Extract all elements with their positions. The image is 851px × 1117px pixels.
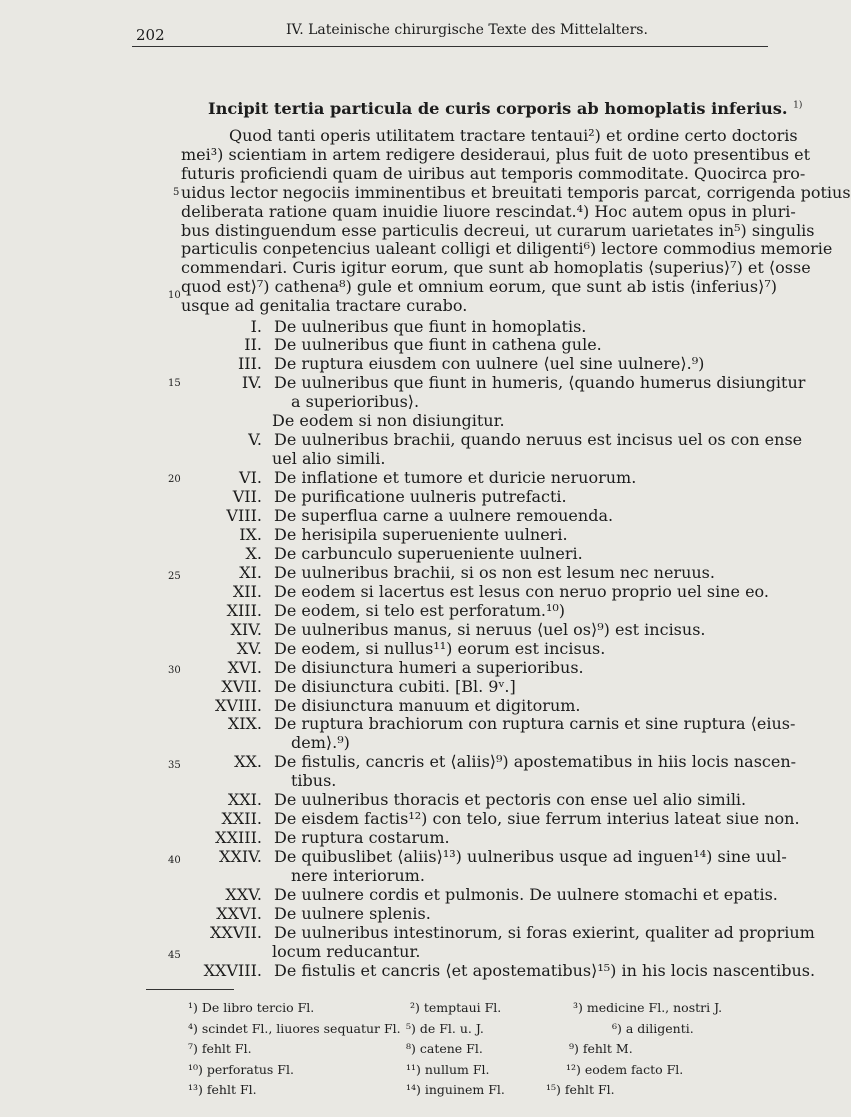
footnote-rule xyxy=(146,989,234,990)
intro-line: futuris proficiendi quam de uiribus aut temporis commoditate. Quocirca pro- xyxy=(181,163,806,183)
chapter-number: XI. xyxy=(239,562,262,582)
chapter-title: De uulnere splenis. xyxy=(274,903,431,923)
chapter-title: a superioribus⟩. xyxy=(291,392,420,412)
section-title: Incipit tertia particula de curis corporis ab homoplatis inferius. $^{1)}$ xyxy=(208,99,803,118)
footnote: ¹³) fehlt Fl. xyxy=(188,1082,257,1097)
chapter-number: XIV. xyxy=(230,619,262,639)
chapter-title: De herisipila superueniente uulneri. xyxy=(274,524,568,544)
footnote: ¹⁴) inguinem Fl. xyxy=(406,1082,505,1097)
intro-line: mei³) scientiam in artem redigere desideraui, plus fuit de uoto presentibus et xyxy=(181,144,811,164)
chapter-title: De uulneribus thoracis et pectoris con ense uel alio simili. xyxy=(274,790,747,810)
chapter-title: De ruptura costarum. xyxy=(274,828,450,848)
chapter-number: XX. xyxy=(234,752,262,772)
chapter-title: De disiunctura manuum et digitorum. xyxy=(274,695,581,715)
line-number: 30 xyxy=(168,665,181,676)
footnote: ⁴) scindet Fl., liuores sequatur Fl. xyxy=(188,1020,401,1036)
footnote: ¹⁰) perforatus Fl. xyxy=(188,1061,294,1077)
footnote: ⁹) fehlt M. xyxy=(569,1041,633,1056)
chapter-title: De inflatione et tumore et duricie neruorum. xyxy=(274,468,637,488)
chapter-title: De eodem si lacertus est lesus con neruo proprio uel sine eo. xyxy=(274,581,769,601)
chapter-number: V. xyxy=(248,430,262,450)
chapter-title: tibus. xyxy=(291,771,337,791)
intro-line: particulis conpetencius ualeant colligi et diligenti⁶) lectore commodius memorie xyxy=(181,239,833,259)
chapter-title: De fistulis, cancris et ⟨aliis⟩⁹) apostematibus in hiis locis nascen- xyxy=(274,752,797,772)
intro-line: Quod tanti operis utilitatem tractare tentaui²) et ordine certo doctoris xyxy=(229,126,798,145)
title-footnote-mark: 1) xyxy=(793,100,803,111)
chapter-title: De uulnere cordis et pulmonis. De uulnere stomachi et epatis. xyxy=(274,885,778,904)
chapter-number: XXI. xyxy=(227,790,262,810)
chapter-number: XIII. xyxy=(226,600,262,620)
line-number: 20 xyxy=(168,474,181,485)
chapter-number: II. xyxy=(244,335,262,355)
chapter-title: De purificatione uulneris putrefacti. xyxy=(274,487,567,507)
chapter-number: XV. xyxy=(236,638,262,658)
chapter-title: De uulneribus que fiunt in humeris, ⟨quando humerus disiungitur xyxy=(274,373,806,393)
chapter-number: XXVIII. xyxy=(203,960,262,980)
intro-line: bus distinguendum esse particulis decreui, ut curarum uarietates in⁵) singulis xyxy=(181,220,815,240)
chapter-number: III. xyxy=(237,354,262,374)
chapter-title: De eisdem factis¹²) con telo, siue ferrum interius lateat siue non. xyxy=(274,809,800,829)
chapter-number: XII. xyxy=(232,581,262,601)
footnote: ¹²) eodem facto Fl. xyxy=(566,1061,684,1077)
chapter-number: X. xyxy=(245,543,262,563)
line-number: 35 xyxy=(168,760,181,771)
intro-line: uidus lector negociis imminentibus et breuitati temporis parcat, corrigenda potius xyxy=(181,182,851,202)
line-number: 45 xyxy=(168,950,181,961)
chapter-title: dem⟩.⁹) xyxy=(291,733,350,753)
footnote: ⁶) a diligenti. xyxy=(612,1020,694,1036)
chapter-title: De fistulis et cancris ⟨et apostematibus⟩¹⁵) in his locis nascentibus. xyxy=(274,960,816,980)
chapter-title: De carbunculo superueniente uulneri. xyxy=(274,543,583,563)
chapter-title: De disiunctura cubiti. [Bl. 9ᵛ.] xyxy=(274,676,516,696)
line-number: 40 xyxy=(168,855,181,866)
chapter-number: I. xyxy=(250,316,262,336)
chapter-number: XIX. xyxy=(227,714,262,734)
chapter-title: De disiunctura humeri a superioribus. xyxy=(274,657,584,677)
chapter-number: XXII. xyxy=(221,809,262,829)
chapter-number: XVI. xyxy=(227,657,262,677)
chapter-title: locum reducantur. xyxy=(272,941,421,961)
footnote: ¹) De libro tercio Fl. xyxy=(188,1000,315,1015)
intro-line: quod est⟩⁷) cathena⁸) gule et omnium eorum, que sunt ab istis ⟨inferius⟩⁷) xyxy=(181,277,777,297)
chapter-title: De uulneribus que fiunt in cathena gule. xyxy=(274,335,602,355)
chapter-title: De quibuslibet ⟨aliis⟩¹³) uulneribus usque ad inguen¹⁴) sine uul- xyxy=(274,847,787,867)
footnote: ⁷) fehlt Fl. xyxy=(188,1041,252,1056)
chapter-number: IX. xyxy=(239,524,262,544)
chapter-number: XXV. xyxy=(225,885,262,904)
chapter-number: XXVI. xyxy=(216,903,262,923)
chapter-number: VI. xyxy=(239,468,262,488)
chapter-title: De superflua carne a uulnere remouenda. xyxy=(274,506,614,525)
footnote: ²) temptaui Fl. xyxy=(410,1000,502,1015)
chapter-title: nere interiorum. xyxy=(291,866,425,886)
line-number: 25 xyxy=(168,571,181,582)
running-title: IV. Lateinische chirurgische Texte des Mittelalters. xyxy=(286,22,648,38)
chapter-number: XVII. xyxy=(221,676,262,696)
intro-line: deliberata ratione quam inuidie liuore rescindat.⁴) Hoc autem opus in pluri- xyxy=(181,201,796,221)
chapter-title: De eodem, si nullus¹¹) eorum est incisus. xyxy=(274,638,606,658)
chapter-number: XVIII. xyxy=(215,695,262,715)
line-number: 5 xyxy=(173,187,180,198)
page-header xyxy=(132,20,768,47)
line-number: 10 xyxy=(168,290,181,301)
footnote: ¹¹) nullum Fl. xyxy=(406,1061,490,1077)
chapter-number: VIII. xyxy=(226,506,262,525)
chapter-title: De uulneribus brachii, si os non est lesum nec neruus. xyxy=(274,562,715,582)
chapter-number: XXIII. xyxy=(215,828,262,848)
chapter-title: uel alio simili. xyxy=(272,449,386,469)
chapter-number: XXIV. xyxy=(219,847,262,867)
chapter-title: De uulneribus brachii, quando neruus est incisus uel os con ense xyxy=(274,430,803,450)
intro-line: commendari. Curis igitur eorum, que sunt ab homoplatis ⟨superius⟩⁷) et ⟨osse xyxy=(181,258,811,278)
line-number: 15 xyxy=(168,378,181,389)
chapter-title: De ruptura brachiorum con ruptura carnis et sine ruptura ⟨eius- xyxy=(274,714,796,734)
chapter-title: De eodem, si telo est perforatum.¹⁰) xyxy=(274,600,566,620)
footnote: ⁵) de Fl. u. J. xyxy=(406,1020,484,1036)
chapter-number: XXVII. xyxy=(209,922,262,942)
footnote: ³) medicine Fl., nostri J. xyxy=(573,1000,723,1015)
footnote: ¹⁵) fehlt Fl. xyxy=(546,1082,615,1097)
chapter-title: De uulneribus manus, si neruus ⟨uel os⟩⁹) est incisus. xyxy=(274,619,706,639)
footnote: ⁸) catene Fl. xyxy=(406,1041,483,1056)
intro-line: usque ad genitalia tractare curabo. xyxy=(181,296,468,316)
page-number: 202 xyxy=(136,26,165,44)
chapter-title: De uulneribus intestinorum, si foras exierint, qualiter ad proprium xyxy=(274,922,815,942)
chapter-number: VII. xyxy=(232,487,262,507)
chapter-number: IV. xyxy=(241,373,262,393)
chapter-title: De eodem si non disiungitur. xyxy=(272,411,505,431)
chapter-title: De ruptura eiusdem con uulnere ⟨uel sine uulnere⟩.⁹) xyxy=(274,354,705,374)
chapter-title: De uulneribus que fiunt in homoplatis. xyxy=(274,316,587,336)
